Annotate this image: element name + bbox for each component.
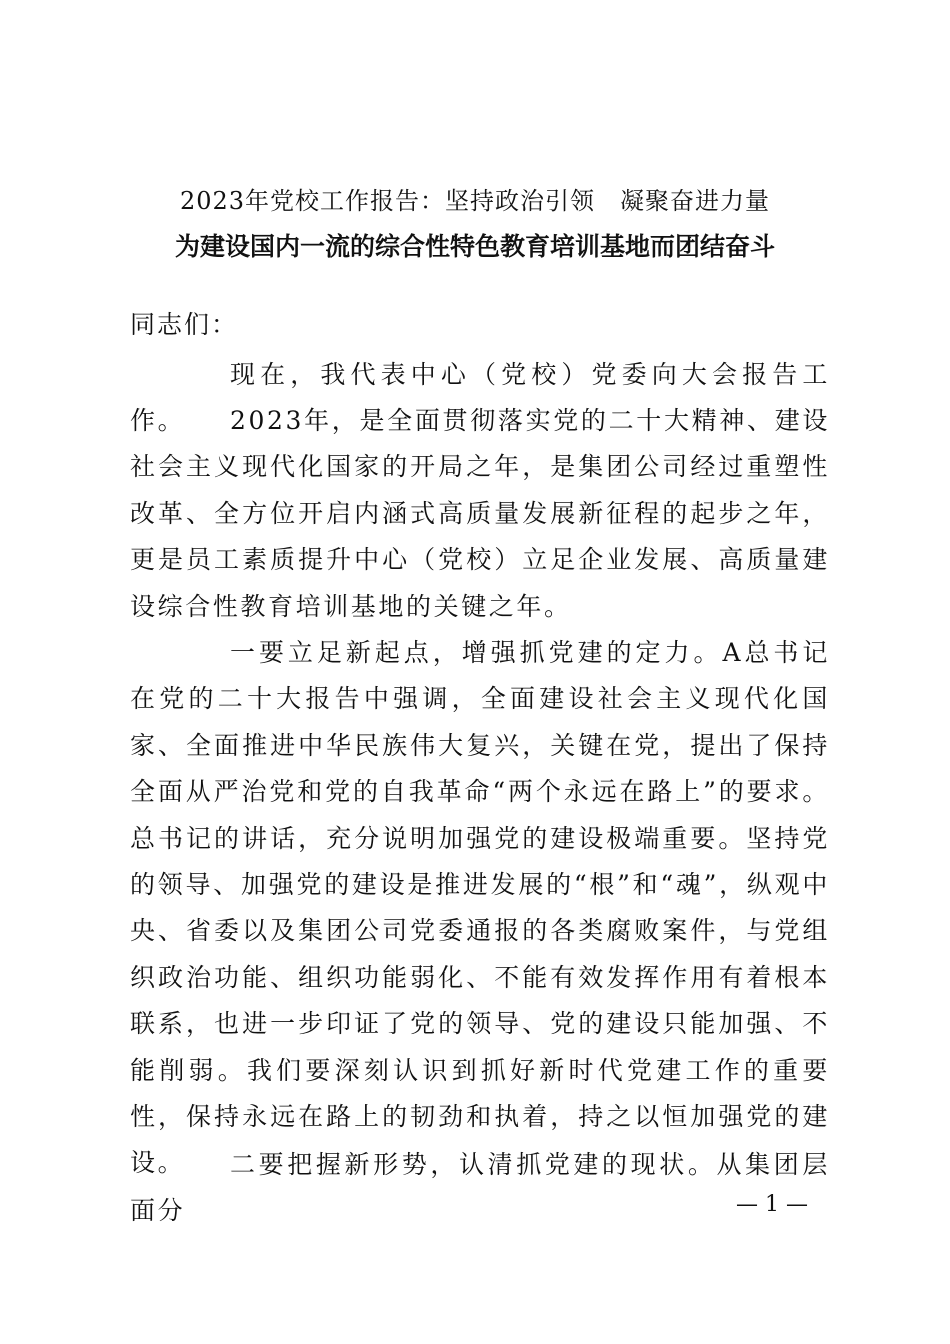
document-title: 2023年党校工作报告：坚持政治引领 凝聚奋进力量 [179, 187, 771, 215]
paragraph-opening: 现在，我代表中心（党校）党委向大会报告工作。 [130, 360, 830, 436]
document-subtitle: 为建设国内一流的综合性特色教育培训基地而团结奋斗 [174, 232, 775, 261]
paragraph-point-one: 一要立足新起点，增强抓党建的定力。A总书记在党的二十大报告中强调，全面建设社会主义现代化国家、全面推进中华民族伟大复兴，关键在党，提出了保持全面从严治党和党的自我革命“两个永远在路上”的要求。总书记的讲话，充分说明加强党的建设极端重要。坚持党的领导、加强党的建设是推进发展的“根”和“魂”，纵观中央、省委以及集团公司党委通报的各类腐败案件，与党组织政治功能、组织功能弱化、不能有效发挥作用有着根本联系，也进一步印证了党的领导、党的建设只能加强、不能削弱。我们要深刻认识到抓好新时代党建工作的重要性，保持永远在路上的韧劲和执着，持之以恒加强党的建设。 [130, 638, 830, 1178]
paragraph-background: 2023年，是全面贯彻落实党的二十大精神、建设社会主义现代化国家的开局之年，是集团公司经过重塑性改革、全方位开启内涵式高质量发展新征程的起步之年，更是员工素质提升中心（党校）立足企业发展、高质量建设综合性教育培训基地的关键之年。 [130, 406, 830, 621]
page-number: — 1 — [736, 1192, 808, 1217]
paragraph-point-two: 二要把握新形势，认清抓党建的现状。从集团层面分 [130, 1150, 830, 1226]
salutation: 同志们： [130, 310, 239, 339]
